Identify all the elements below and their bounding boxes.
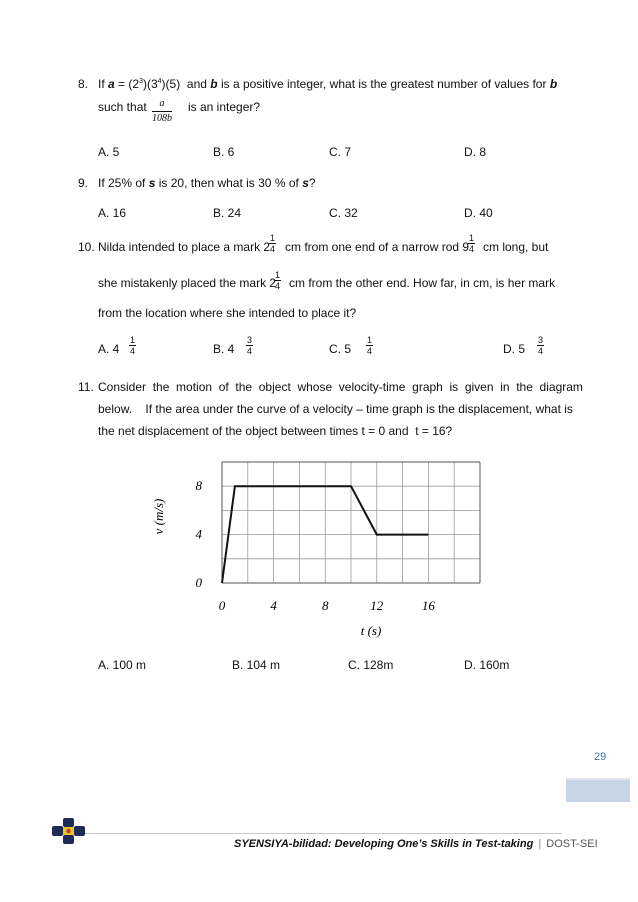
q8-choice-d: D. 8 xyxy=(464,145,487,159)
x-tick-label: 16 xyxy=(421,598,435,613)
x-tick-label: 8 xyxy=(321,598,329,613)
q10-choice-a-den: 4 xyxy=(130,346,136,356)
q8-exp1: 3 xyxy=(139,78,143,85)
q10-frac-2-num: 1 xyxy=(469,233,475,243)
q9-pre: If 25% of xyxy=(98,176,146,190)
footer-separator: | xyxy=(538,838,542,850)
q10-frac-2-den: 4 xyxy=(469,244,475,254)
q10-choice-c-frac xyxy=(366,335,373,356)
q10-frac-3-den: 4 xyxy=(275,281,281,291)
q9-choice-c: C. 32 xyxy=(329,206,358,220)
q10-choice-d-frac xyxy=(537,335,544,356)
q10-choice-c-num: 1 xyxy=(367,335,373,345)
q11-line3: the net displacement of the object between times t = 0 and t = 16? xyxy=(98,424,453,438)
q11-choice-d: D. 160m xyxy=(464,658,510,672)
x-tick-label: 4 xyxy=(270,598,277,613)
q8-line2-pre: such that xyxy=(98,100,147,114)
y-tick-label: 4 xyxy=(195,526,202,542)
q8-frac-num: a xyxy=(152,97,172,112)
q10-frac-1-num: 1 xyxy=(270,233,276,243)
q9-number: 9. xyxy=(78,176,89,190)
q10-frac-3 xyxy=(274,270,281,291)
footer-rule xyxy=(82,833,562,834)
q10-line1c: cm long, but xyxy=(483,240,549,254)
q11-choice-c: C. 128m xyxy=(348,658,394,672)
chart-grid xyxy=(222,462,480,583)
q10-choice-d-num: 3 xyxy=(538,335,544,345)
q9-post: ? xyxy=(308,176,316,190)
q9-var-s: s xyxy=(148,176,156,190)
velocity-series-line xyxy=(222,486,428,583)
y-tick-label: 8 xyxy=(195,478,202,494)
q10-choice-a-frac xyxy=(129,335,136,356)
dost-logo-icon xyxy=(52,818,86,844)
q11-choice-a: A. 100 m xyxy=(98,658,147,672)
footer-title: SYENSIYA-bilidad: Developing One’s Skills in Test-taking xyxy=(234,838,534,850)
q8-choice-b: B. 6 xyxy=(213,145,235,159)
q8-choice-c: C. 7 xyxy=(329,145,352,159)
q10-number: 10. xyxy=(78,240,95,254)
q10-choice-b-frac xyxy=(246,335,253,356)
q9-line xyxy=(98,176,316,190)
q10-choice-d-label: D. 5 xyxy=(503,342,526,356)
q9-mid: is 20, then what is 30 % of xyxy=(158,176,299,190)
q9-choice-b: B. 24 xyxy=(213,206,242,220)
q8-exp2: 4 xyxy=(157,78,162,85)
q10-frac-1-den: 4 xyxy=(270,244,276,254)
chart-ticks xyxy=(196,478,436,613)
q10-line2a: she mistakenly placed the mark 2 xyxy=(98,276,277,290)
q11-number: 11. xyxy=(78,380,94,394)
footer-text xyxy=(234,838,598,850)
q8-var-b2: b xyxy=(549,77,558,91)
x-axis-label: t (s) xyxy=(360,623,382,638)
q10-choice-c-label: C. 5 xyxy=(329,342,352,356)
q10-line1a: Nilda intended to place a mark 2 xyxy=(98,240,271,254)
q8-eq: = (2 xyxy=(118,77,140,91)
q10-line1b: cm from one end of a narrow rod 9 xyxy=(285,240,470,254)
q8-line1-mid: is a positive integer, what is the greatest number of values for xyxy=(220,77,547,91)
q10-line2b: cm from the other end. How far, in cm, is her mark xyxy=(289,276,556,290)
q10-choice-b-num: 3 xyxy=(247,335,253,345)
q8-number: 8. xyxy=(78,77,89,91)
q11-line2: below. If the area under the curve of a velocity – time graph is the displacement, what is xyxy=(98,402,573,416)
q10-choice-d-den: 4 xyxy=(538,346,544,356)
q10-choice-b-den: 4 xyxy=(247,346,253,356)
x-tick-label: 0 xyxy=(218,598,226,613)
q10-frac-3-num: 1 xyxy=(275,270,281,280)
q10-choice-b-label: B. 4 xyxy=(213,342,235,356)
q10-frac-1 xyxy=(269,233,276,254)
y-tick-label: 0 xyxy=(195,575,202,590)
page-tab xyxy=(566,780,630,802)
q11-line1: Consider the motion of the object whose velocity-time graph is given in the diagram xyxy=(98,380,583,394)
q11-choice-b: B. 104 m xyxy=(232,658,281,672)
q10-choice-c-den: 4 xyxy=(367,346,373,356)
q9-choice-a: A. 16 xyxy=(98,206,127,220)
x-tick-label: 12 xyxy=(370,598,384,613)
q9-choice-d: D. 40 xyxy=(464,206,493,220)
q10-choice-a-label: A. 4 xyxy=(98,342,120,356)
q9-var-s2: s xyxy=(302,176,309,190)
q10-line3: from the location where she intended to place it? xyxy=(98,306,357,320)
q10-frac-2 xyxy=(468,233,475,254)
q8-var-a: a xyxy=(108,77,115,91)
q8-var-b: b xyxy=(210,77,218,91)
q8-choice-a: A. 5 xyxy=(98,145,120,159)
q8-fraction xyxy=(152,97,172,126)
q8-line2-post: is an integer? xyxy=(188,100,261,114)
footer-source: DOST-SEI xyxy=(546,838,598,850)
page-number: 29 xyxy=(594,751,607,763)
y-axis-label: v (m/s) xyxy=(151,498,166,535)
q8-part3: )(5) xyxy=(161,77,181,91)
q8-if: If xyxy=(98,77,105,91)
q10-choice-a-num: 1 xyxy=(130,335,136,345)
q8-part2: )(3 xyxy=(142,77,158,91)
q8-line1 xyxy=(98,77,557,91)
q8-frac-den: 108b xyxy=(152,113,172,124)
q8-and: and xyxy=(186,77,207,91)
